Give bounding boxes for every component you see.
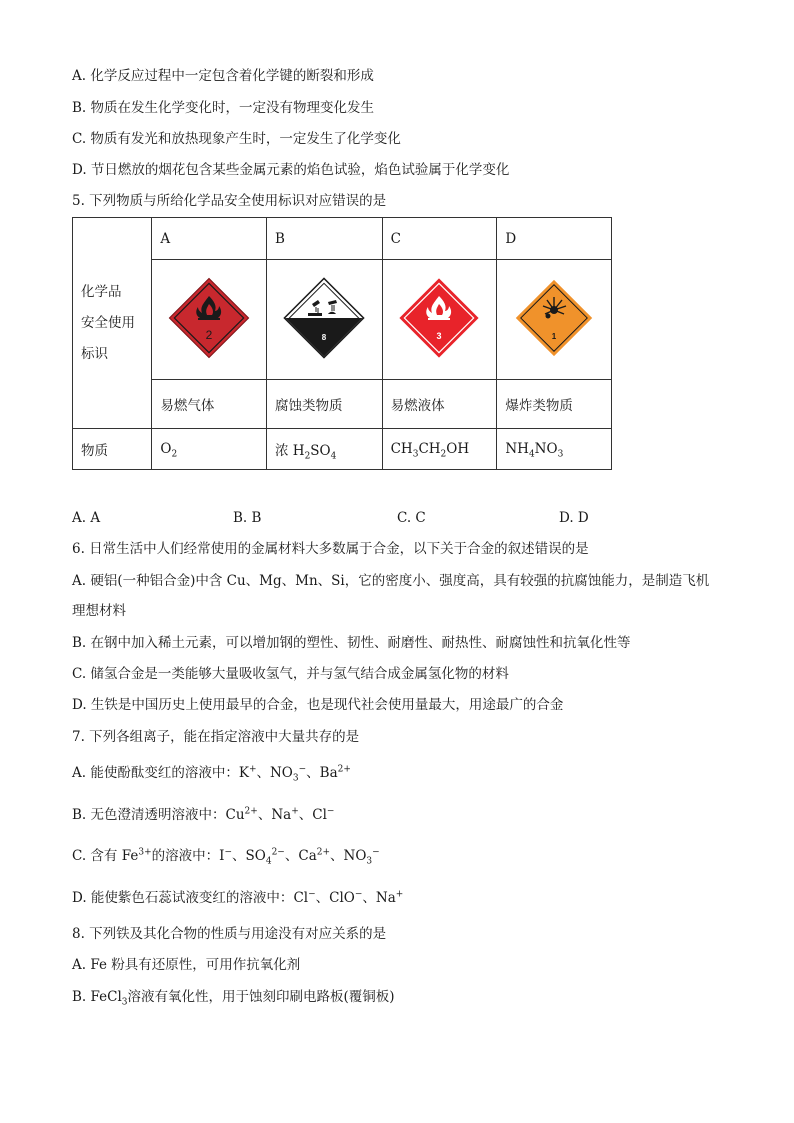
- header-c: C: [382, 218, 497, 260]
- flammable-gas-sign-icon: [167, 276, 251, 360]
- q4-option-b: B. 物质在发生化学变化时，一定没有物理变化发生: [72, 100, 375, 116]
- header-b: B: [266, 218, 382, 260]
- label-c: 易燃液体: [382, 380, 497, 429]
- label-a: 易燃气体: [152, 380, 267, 429]
- row-label-line-3: 标识: [81, 345, 108, 362]
- q7-option-a: A. 能使酚酞变红的溶液中：K+、$NO_3^-$、$Ba^{2+}$: [72, 764, 351, 784]
- q5-stem: 5. 下列物质与所给化学品安全使用标识对应错误的是: [72, 193, 387, 209]
- q7-option-d: D. 能使紫色石蕊试液变红的溶液中：Cl−、ClO−、Na+: [72, 889, 404, 906]
- flammable-liquid-sign-icon: [397, 276, 481, 360]
- sign-number-b: 8: [322, 332, 327, 342]
- row-label-line-1: 化学品: [81, 283, 122, 300]
- q4-option-c: C. 物质有发光和放热现象产生时，一定发生了化学变化: [72, 131, 401, 147]
- substance-b: 浓 $H_2SO_4$: [266, 429, 382, 470]
- q8-option-a: A. Fe 粉具有还原性，可用作抗氧化剂: [72, 957, 301, 973]
- q6-option-a-cont: 理想材料: [72, 603, 126, 619]
- q6-option-c: C. 储氢合金是一类能够大量吸收氢气，并与氢气结合成金属氢化物的材料: [72, 666, 509, 682]
- sign-cell-a: [152, 260, 267, 380]
- row-label-cell: [73, 218, 152, 429]
- q6-option-d: D. 生铁是中国历史上使用最早的合金，也是现代社会使用量最大，用途最广的合金: [72, 697, 564, 713]
- label-d: 爆炸类物质: [497, 380, 612, 429]
- safety-sign-table: [72, 217, 612, 470]
- row-label-line-2: 安全使用: [81, 314, 135, 331]
- sign-cell-d: [497, 260, 612, 380]
- q6-option-a: A. 硬铝(一种铝合金)中含 Cu、Mg、Mn、Si，它的密度小、强度高，具有较强的抗腐蚀能力，是制造飞机: [72, 573, 710, 589]
- corrosive-sign-icon: [282, 276, 366, 360]
- substance-label: 物质: [73, 429, 152, 470]
- header-d: D: [497, 218, 612, 260]
- sign-number-c: 3: [436, 330, 442, 341]
- sign-cell-b: [266, 260, 382, 380]
- sign-number-a: 2: [205, 327, 213, 342]
- q5-option-c: C. C: [397, 510, 426, 526]
- q8-stem: 8. 下列铁及其化合物的性质与用途没有对应关系的是: [72, 926, 387, 942]
- q7-option-b: B. 无色澄清透明溶液中：$Cu^{2+}$、Na+、Cl−: [72, 806, 335, 823]
- q8-option-b: B. FeCl$_3$溶液有氧化性，用于蚀刻印刷电路板(覆铜板): [72, 989, 395, 1008]
- sign-number-d: 1: [551, 331, 557, 341]
- q6-option-b: B. 在钢中加入稀土元素，可以增加钢的塑性、韧性、耐磨性、耐热性、耐腐蚀性和抗氧化性等: [72, 635, 631, 651]
- header-a: A: [152, 218, 267, 260]
- q7-option-c: C. 含有 $Fe^{3+}$的溶液中：I−、$SO_4^{2-}$、$Ca^{2+}$、$NO_3^-$: [72, 847, 380, 867]
- substance-d: $NH_4NO_3$: [497, 429, 612, 470]
- substance-a: $O_2$: [152, 429, 267, 470]
- explosive-sign-icon: [512, 276, 596, 360]
- q5-options: [72, 508, 672, 528]
- q6-stem: 6. 日常生活中人们经常使用的金属材料大多数属于合金，以下关于合金的叙述错误的是: [72, 541, 589, 557]
- sign-cell-c: [382, 260, 497, 380]
- substance-c: $CH_3CH_2OH$: [382, 429, 497, 470]
- q4-option-a: A. 化学反应过程中一定包含着化学键的断裂和形成: [72, 68, 374, 84]
- q7-stem: 7. 下列各组离子，能在指定溶液中大量共存的是: [72, 729, 360, 745]
- label-b: 腐蚀类物质: [266, 380, 382, 429]
- q4-option-d: D. 节日燃放的烟花包含某些金属元素的焰色试验，焰色试验属于化学变化: [72, 162, 510, 178]
- q5-option-b: B. B: [233, 510, 262, 526]
- q5-option-a: A. A: [72, 510, 101, 526]
- q5-option-d: D. D: [559, 510, 589, 526]
